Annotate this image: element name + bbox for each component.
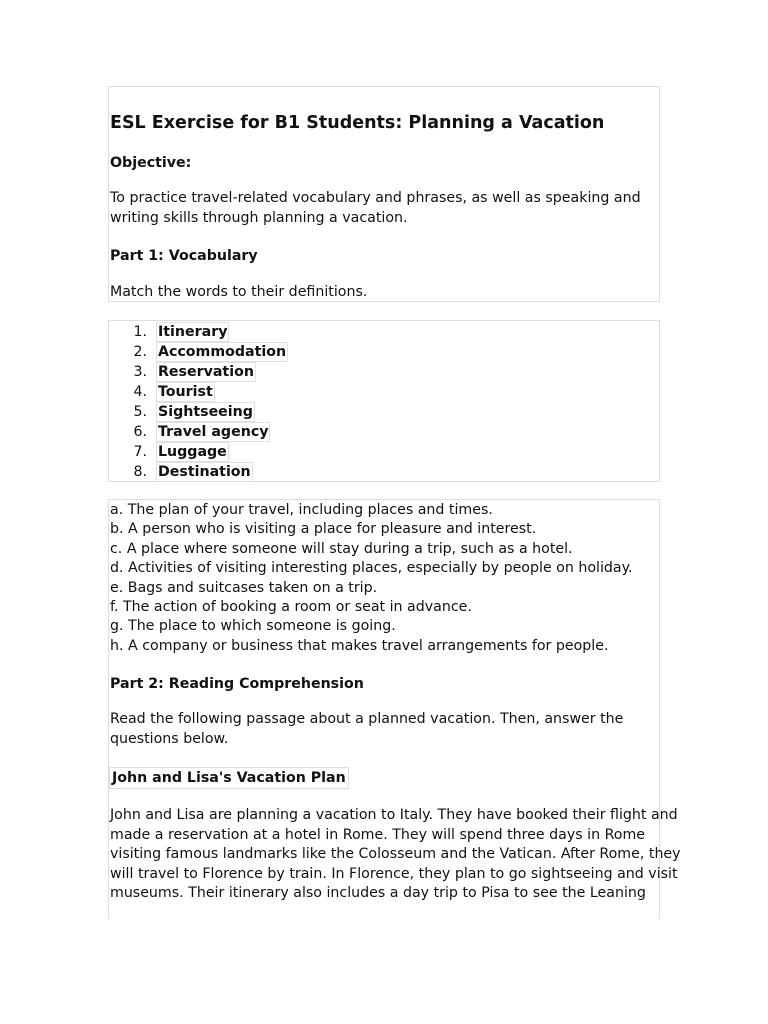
item-number: 7. [133,444,147,460]
definition-item: f. The action of booking a room or seat in advance. [110,599,472,616]
passage-title: John and Lisa's Vacation Plan [109,767,349,789]
objective-text [110,189,641,228]
vocabulary-word: Destination [158,464,251,480]
item-number: 6. [133,424,147,440]
definition-item: d. Activities of visiting interesting places, especially by people on holiday. [110,560,633,577]
passage-line: John and Lisa are planning a vacation to Italy. They have booked their flight and [110,807,678,823]
reading-passage [110,806,681,904]
item-number: 2. [133,344,147,360]
intro-section [108,86,660,302]
part1-instruction: Match the words to their definitions. [110,284,368,300]
vocabulary-word: Tourist [158,384,213,400]
vocabulary-word: Travel agency [158,424,269,440]
definition-item: c. A place where someone will stay during a trip, such as a hotel. [110,540,573,557]
objective-line: To practice travel-related vocabulary and phrases, as well as speaking and [110,190,641,206]
passage-line: visiting famous landmarks like the Colosseum and the Vatican. After Rome, they [110,846,681,862]
vocabulary-word: Reservation [158,364,254,380]
vocabulary-word: Accommodation [158,344,287,360]
vocabulary-word: Luggage [158,444,227,460]
part2-instruction [110,710,623,749]
item-number: 3. [133,364,147,380]
definitions-list [110,501,633,656]
item-number: 4. [133,384,147,400]
passage-line: will travel to Florence by train. In Florence, they plan to go sightseeing and visit [110,865,678,882]
page-title: ESL Exercise for B1 Students: Planning a Vacation [110,113,605,133]
definitions-and-reading-section [108,499,681,919]
passage-line: made a reservation at a hotel in Rome. They will spend three days in Rome [110,826,646,843]
definition-item: a. The plan of your travel, including places and times. [110,502,493,518]
item-number: 5. [133,404,147,420]
definition-item: b. A person who is visiting a place for pleasure and interest. [110,521,537,538]
definition-item: h. A company or business that makes travel arrangements for people. [110,637,609,654]
definition-item: g. The place to which someone is going. [110,618,396,635]
item-number: 1. [133,324,147,340]
vocabulary-list-section [108,320,660,482]
vocabulary-word: Itinerary [158,324,228,340]
part1-heading: Part 1: Vocabulary [110,248,258,264]
objective-label: Objective: [110,155,192,171]
vocabulary-word: Sightseeing [158,404,253,420]
definition-item: e. Bags and suitcases taken on a trip. [110,579,378,596]
part2-heading: Part 2: Reading Comprehension [110,676,364,692]
item-number: 8. [133,464,147,480]
passage-line: museums. Their itinerary also includes a day trip to Pisa to see the Leaning [110,885,646,901]
instruction-line: questions below. [110,730,229,747]
objective-line: writing skills through planning a vacation. [110,209,408,226]
instruction-line: Read the following passage about a planned vacation. Then, answer the [110,711,624,727]
